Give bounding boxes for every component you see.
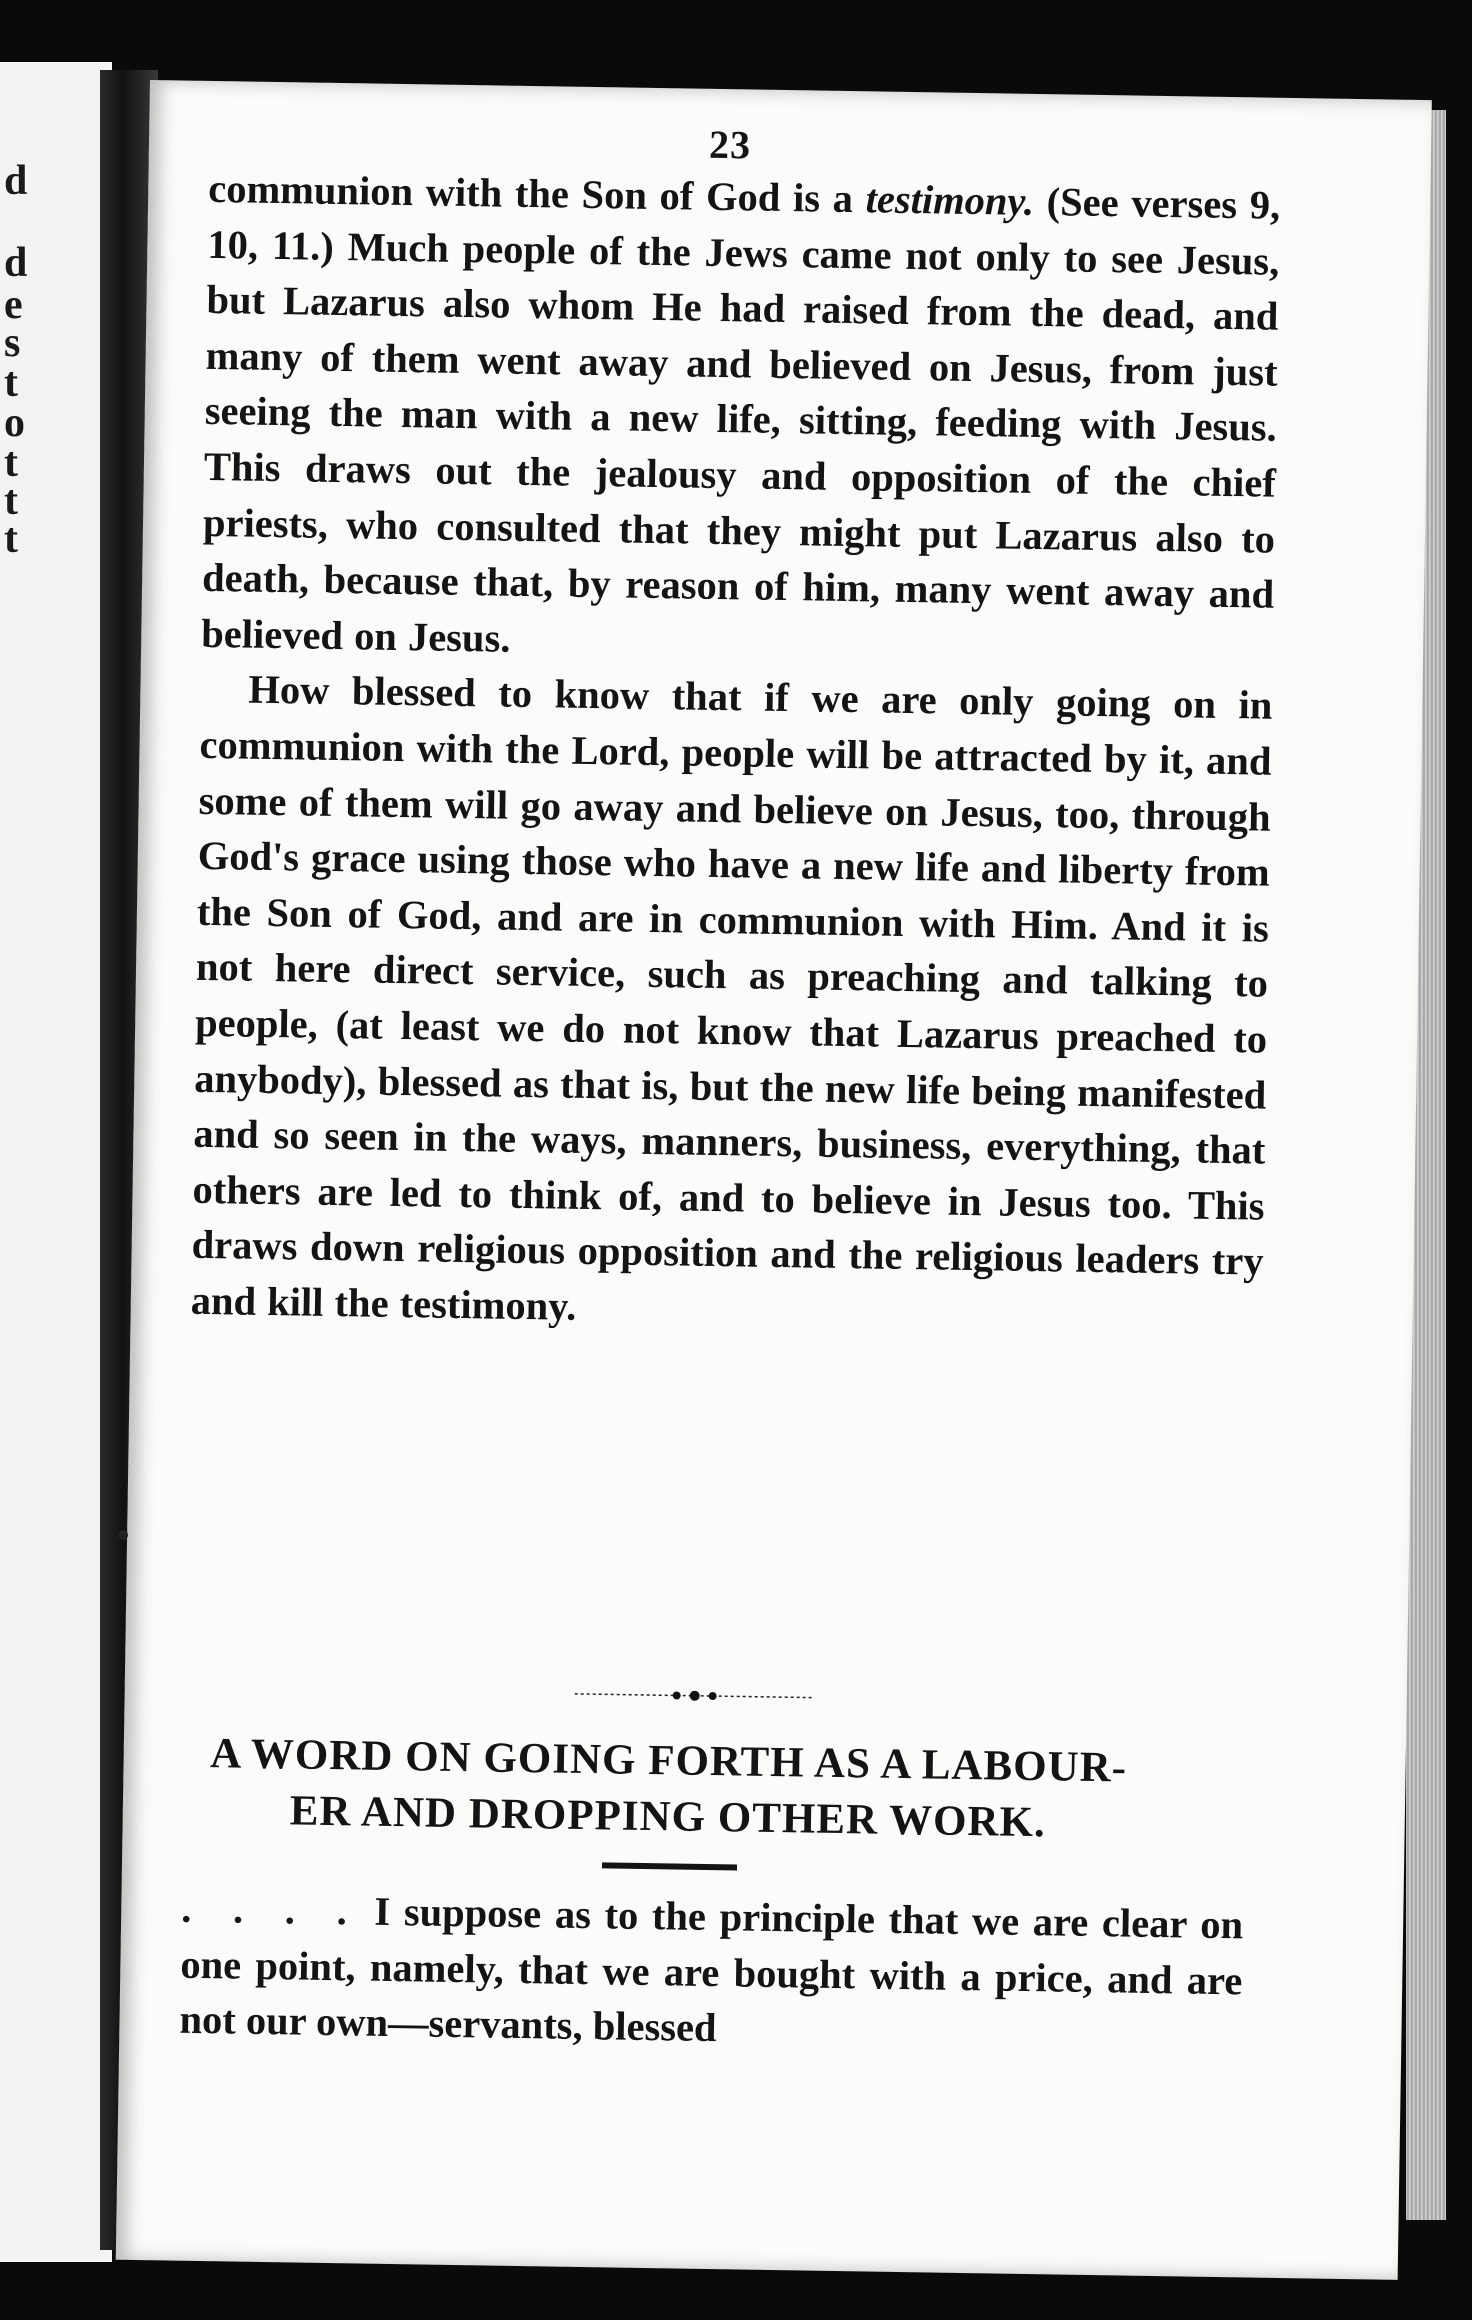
left-page-letter: t	[4, 440, 18, 486]
italic-emphasis: testimony.	[865, 176, 1035, 224]
book-page	[116, 80, 1432, 2280]
section-heading-line: ER AND DROPPING OTHER WORK.	[289, 1787, 1047, 1847]
left-page-letter: d	[4, 240, 28, 286]
paragraph	[179, 1881, 1243, 2064]
paragraph-text: communion with the Son of God is a	[207, 165, 867, 222]
paragraph-continued	[201, 161, 1281, 678]
heading-rule	[602, 1862, 737, 1870]
left-page-letter: t	[4, 516, 18, 562]
left-page-letter: d	[4, 158, 28, 204]
left-page-letter: t	[4, 478, 18, 524]
margin-speck	[118, 1530, 128, 1540]
left-page-letter: o	[4, 400, 25, 446]
paragraph-text: I suppose as to the principle that we are clear on one point, namely, that we are bought with a price, and are not our own—servants, blessed	[179, 1888, 1244, 2051]
left-page-letter: s	[4, 320, 21, 366]
section-heading	[122, 1725, 1214, 1854]
paragraph: How blessed to know that if we are only going on in communion with the Lord, people will be attracted by it, and some of them will go away and believe on Jesus, too, through God's grace using those who have a new life and liberty from the Son of God, and are in communion with Him. And it is not here direct service, such as preaching and talking to people, (at least we do not know that Lazarus preached to anybody), blessed as that is, but the new life being manifested and so seen in the ways, manners, business, everything, that others are led to think of, and to believe in Jesus too. This draws down religious opposition and the religious leaders try and kill the testimony.	[190, 666, 1273, 1329]
left-page-letter: t	[4, 360, 18, 406]
left-page-edge	[0, 62, 112, 2262]
paragraph-text: (See verses 9, 10, 11.) Much people of the Jews came not only to see Jesus, but Lazarus also whom He had raised from the dead, and many of them went away and believed on Jesus, from just seeing the man with a new life, sitting, feeding with Jesus. This draws out the jealousy and opposition of the chief priests, who consulted that they might put Lazarus also to death, because that, by reason of him, many went away and believed on Jesus.	[200, 178, 1281, 661]
section-ornament	[575, 1687, 815, 1705]
left-page-letter: e	[4, 282, 23, 328]
section-body	[179, 1881, 1243, 2064]
page-body	[190, 161, 1280, 1345]
page-number: 23	[708, 121, 752, 168]
ellipsis-lead: . . . .	[180, 1885, 362, 1934]
section-heading-line: A WORD ON GOING FORTH AS A LABOUR-	[209, 1730, 1128, 1792]
